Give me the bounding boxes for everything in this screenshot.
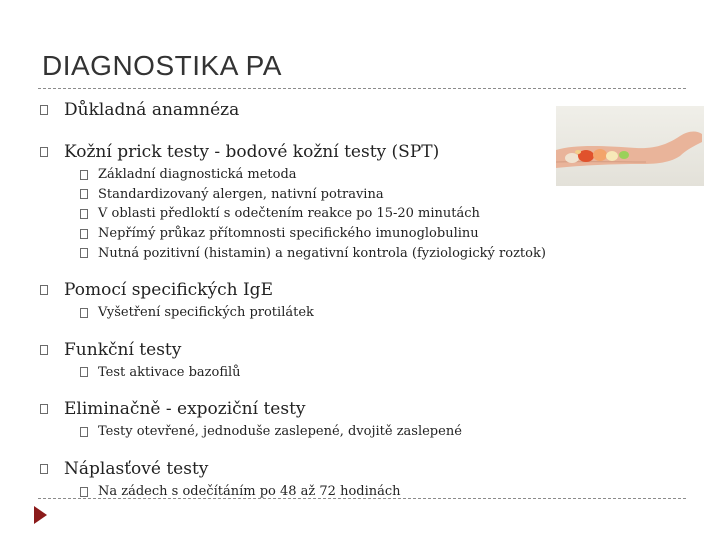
sub-item-label: Nepřímý průkaz přítomnosti specifického imunoglobulinu (98, 226, 479, 242)
square-bullet-icon (40, 345, 48, 355)
square-bullet-icon (80, 189, 88, 199)
forearm-illustration (556, 106, 704, 186)
square-bullet-icon (40, 285, 48, 295)
square-bullet-icon (80, 209, 88, 219)
play-arrow-icon[interactable] (34, 506, 47, 524)
square-bullet-icon (80, 229, 88, 239)
sub-item-label: Na zádech s odečítáním po 48 až 72 hodinách (98, 484, 401, 500)
sub-item-label: Test aktivace bazofilů (98, 364, 241, 380)
slide-title: DIAGNOSTIKA PA (42, 50, 282, 81)
sub-item (40, 363, 560, 383)
list-item-eliminacne (40, 396, 560, 442)
sub-item (40, 165, 560, 185)
list-item-anamneza (40, 97, 560, 123)
square-bullet-icon (40, 464, 48, 474)
list-item-funkcni-testy (40, 337, 560, 383)
list-item-label: Eliminačně - expoziční testy (64, 399, 306, 420)
square-bullet-icon (80, 487, 88, 497)
square-bullet-icon (80, 427, 88, 437)
list-item-label: Kožní prick testy - bodové kožní testy (SPT) (64, 142, 440, 162)
sub-item (40, 224, 560, 244)
sub-item (40, 422, 560, 442)
list-item-naplastove-testy (40, 456, 560, 502)
sub-item (40, 303, 560, 323)
square-bullet-icon (80, 367, 88, 377)
square-bullet-icon (80, 170, 88, 180)
sub-item-label: Testy otevřené, jednoduše zaslepené, dvojitě zaslepené (98, 424, 462, 440)
skin-prick-test-forearm-photo (556, 106, 704, 186)
sub-item (40, 185, 560, 205)
top-divider (38, 88, 686, 89)
square-bullet-icon (80, 248, 88, 258)
square-bullet-icon (40, 147, 48, 157)
sub-item-label: Základní diagnostická metoda (98, 167, 297, 183)
square-bullet-icon (80, 308, 88, 318)
list-item-ige (40, 277, 560, 323)
sub-item-label: Nutná pozitivní (histamin) a negativní kontrola (fyziologický roztok) (98, 245, 546, 261)
sub-item-label: Vyšetření specifických protilátek (98, 305, 314, 321)
list-item-prick-testy (40, 139, 560, 263)
sub-item-label: Standardizovaný alergen, nativní potravina (98, 186, 384, 202)
list-item-label: Funkční testy (64, 339, 182, 360)
bullet-list (40, 97, 560, 501)
square-bullet-icon (40, 105, 48, 115)
list-item-label: Náplasťové testy (64, 458, 209, 479)
square-bullet-icon (40, 404, 48, 414)
sub-item (40, 204, 560, 224)
sub-item-label: V oblasti předloktí s odečtením reakce po 15-20 minutách (98, 206, 480, 222)
list-item-label: Pomocí specifických IgE (64, 279, 273, 300)
sub-item (40, 243, 560, 263)
bottom-divider (38, 498, 686, 499)
list-item-label: Důkladná anamnéza (64, 100, 240, 120)
